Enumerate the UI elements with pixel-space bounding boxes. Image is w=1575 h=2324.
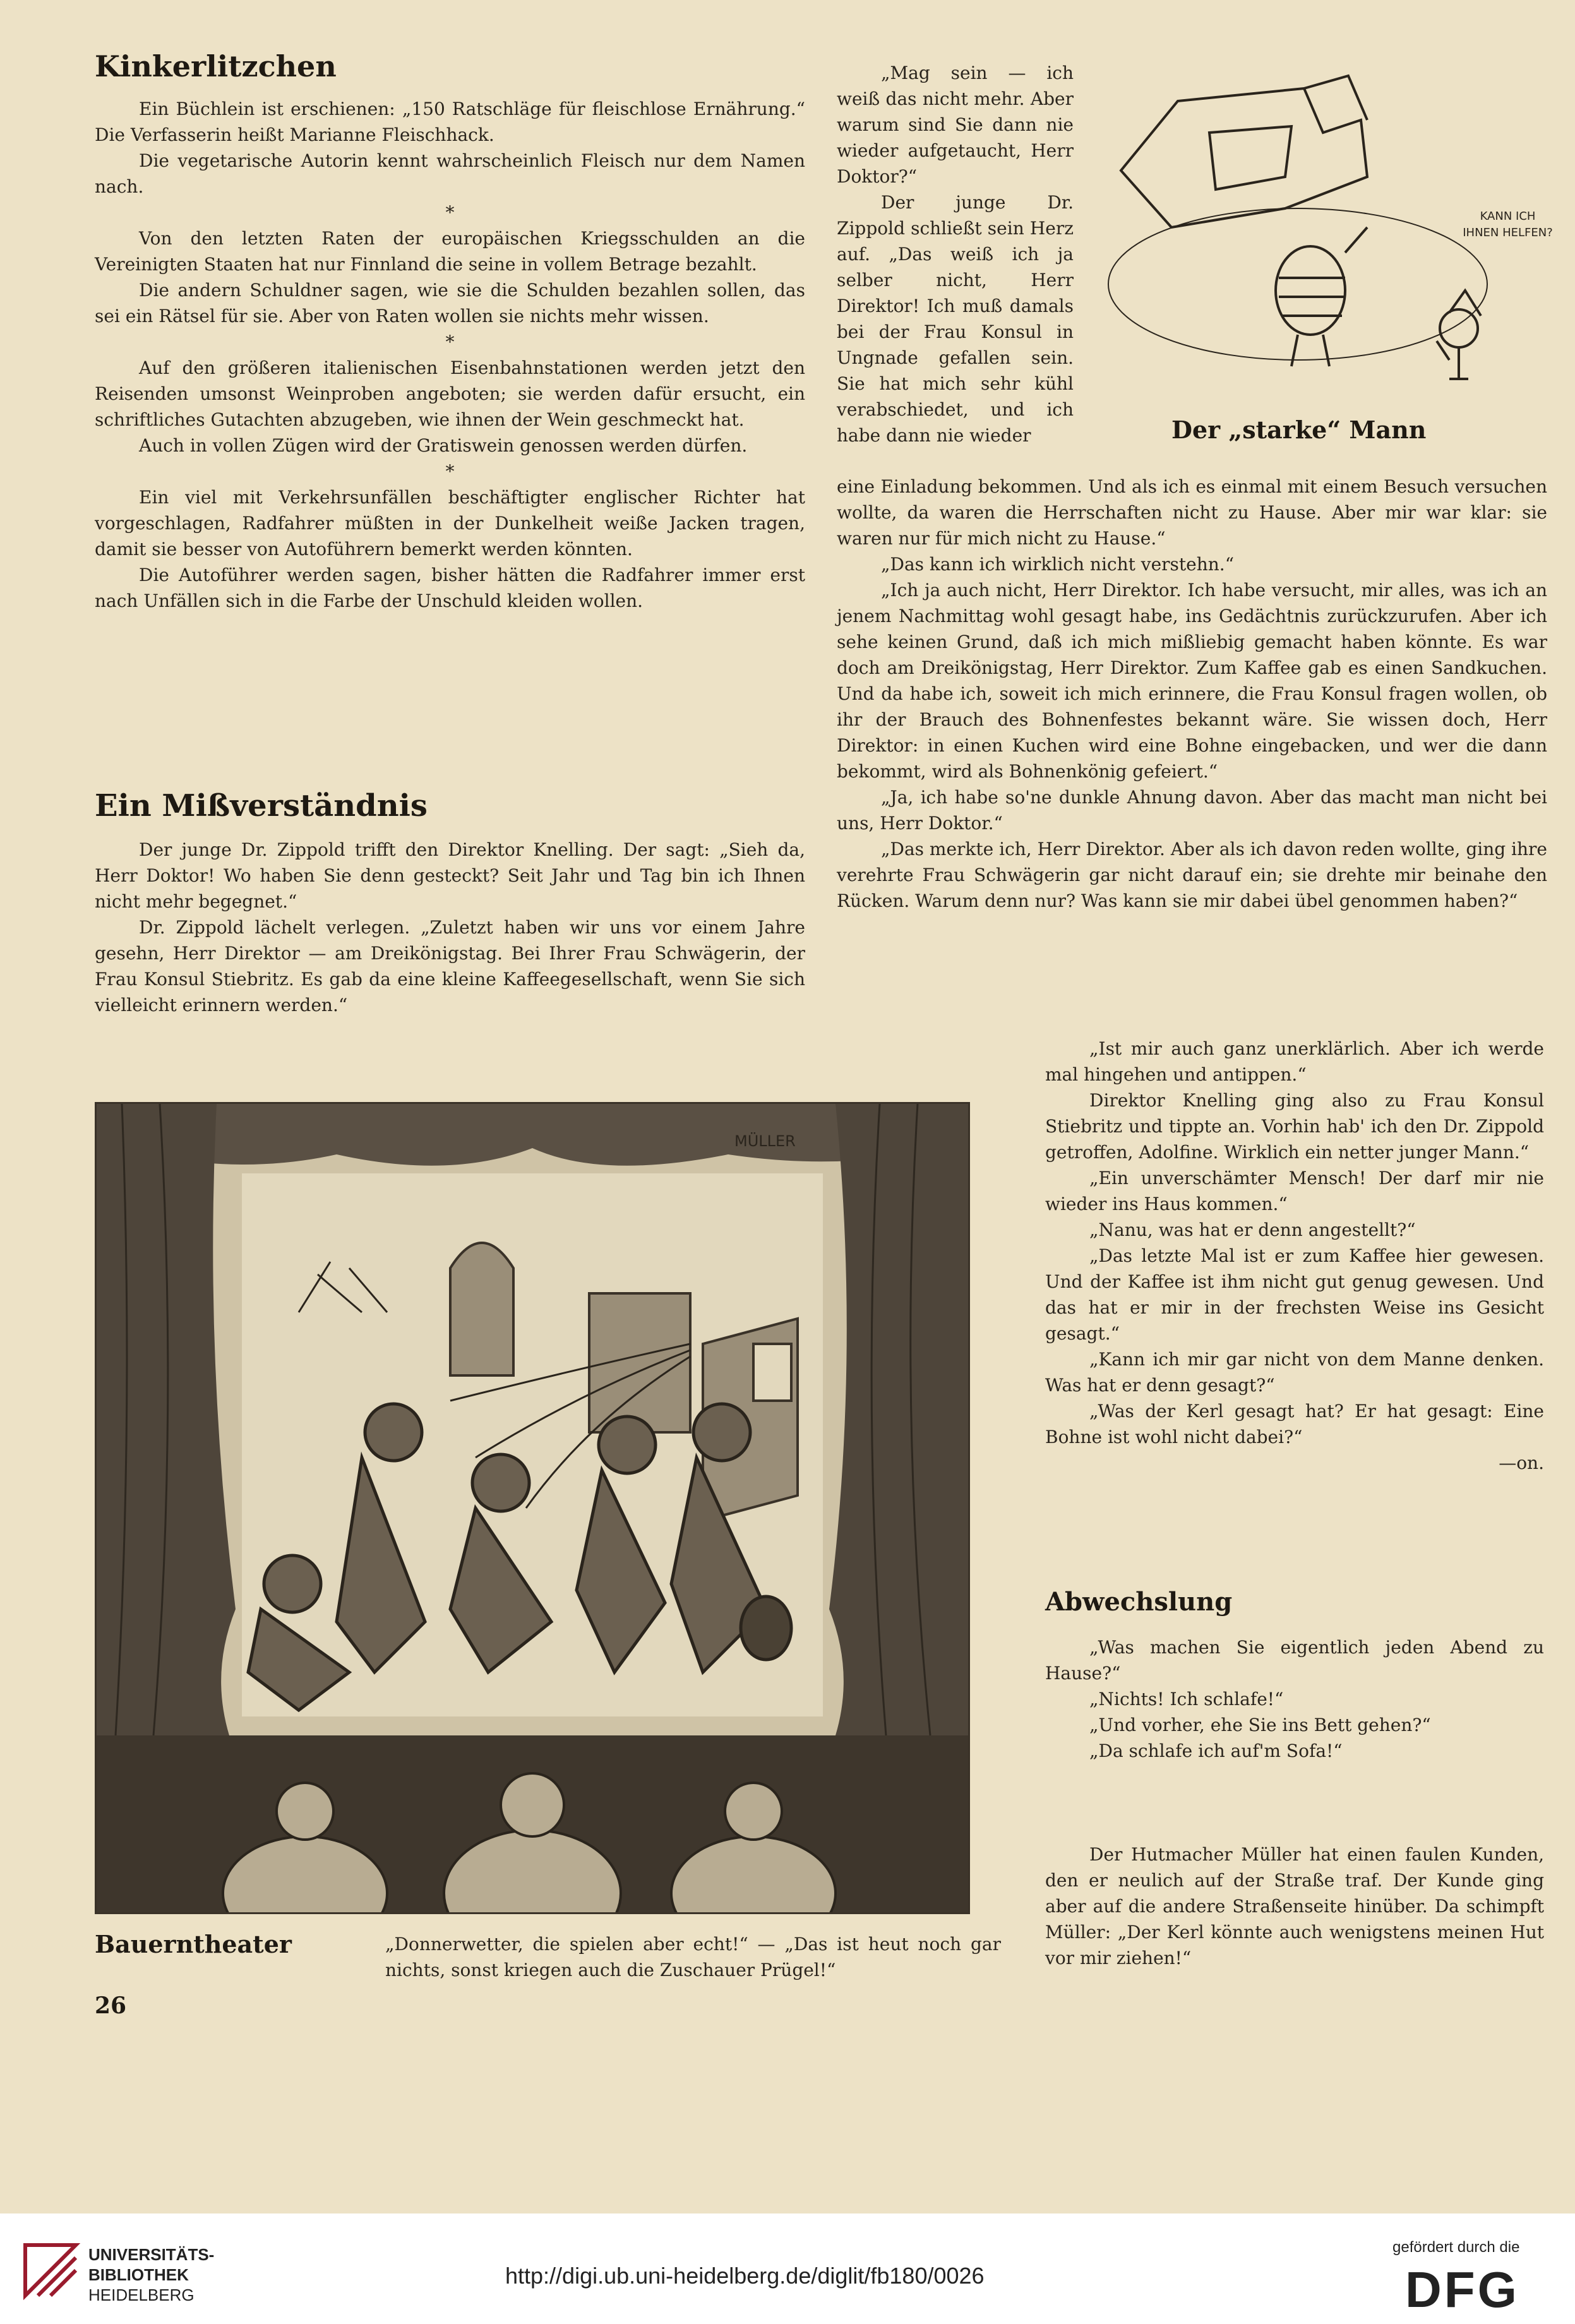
separator-star: * (445, 461, 455, 482)
kinkerlitzchen-para: Ein Büchlein ist erschienen: „150 Ratschläge für fleischlose Ernährung.“ Die Verfasserin heißt Marianne Fleischhack. (95, 99, 805, 145)
kinkerlitzchen-title: Kinkerlitzchen (95, 49, 337, 83)
missverstaendnis-narrow-column (837, 60, 1074, 448)
missverstaendnis-para: „Ist mir auch ganz unerklärlich. Aber ich werde mal hingehen und antippen.“ (1045, 1038, 1544, 1085)
hutmacher-anecdote (1045, 1842, 1544, 1971)
kinkerlitzchen-para: Von den letzten Raten der europäischen Kriegsschulden an die Vereinigten Staaten hat nur Finnland die seine in vollem Betrage bezahlt. (95, 228, 805, 275)
missverstaendnis-para: „Kann ich mir gar nicht von dem Manne denken. Was hat er denn gesagt?“ (1045, 1349, 1544, 1396)
missverstaendnis-para: „Ja, ich habe so'ne dunkle Ahnung davon. Aber das macht man nicht bei uns, Herr Doktor.“ (837, 787, 1547, 834)
author-signature: —on. (1499, 1452, 1544, 1473)
missverstaendnis-title: Ein Mißverständnis (95, 788, 428, 824)
peasant-theater-cartoon (95, 1102, 970, 1914)
abwechslung-line: „Was machen Sie eigentlich jeden Abend zu Hause?“ (1045, 1637, 1544, 1684)
kinkerlitzchen-para: Ein viel mit Verkehrsunfällen beschäftigter englischer Richter hat vorgeschlagen, Radfahrer müßten in der Dunkelheit weiße Jacken tragen, damit sie besser von Autoführern bemerkt werden könnten. (95, 487, 805, 560)
missverstaendnis-para: „Mag sein — ich weiß das nicht mehr. Aber warum sind Sie dann nie wieder aufgetaucht, Herr Doktor?“ (837, 63, 1074, 187)
abwechslung-line: „Und vorher, ehe Sie ins Bett gehen?“ (1089, 1715, 1431, 1735)
strong-man-cartoon (1096, 63, 1557, 404)
separator-star: * (445, 202, 455, 223)
missverstaendnis-para: Dr. Zippold lächelt verlegen. „Zuletzt haben wir uns vor einem Jahre gesehn, Herr Direktor — am Dreikönigstag. Bei Ihrer Frau Schwägerin, der Frau Konsul Stiebritz. Es gab da eine kleine Kaffeegesellschaft, wenn Sie sich vielleicht erinnern werden.“ (95, 917, 805, 1015)
separator-star: * (445, 332, 455, 352)
missverstaendnis-para: „Ich ja auch nicht, Herr Direktor. Ich habe versucht, mir alles, was ich an jenem Nachmittag wohl gesagt habe, ins Gedächtnis zurückzurufen. Aber ich sehe keinen Grund, daß ich mich mißliebig gemacht haben könnte. Es war doch am Dreikönigstag, Herr Direktor. Zum Kaffee gab es einen Sandkuchen. Und da habe ich, soweit ich mich erinnere, die Frau Konsul fragen wollen, ob ihr der Brauch des Bohnenfestes bekannt wäre. Sie wissen doch, Herr Direktor: in einen Kuchen wird eine Bohne eingebacken, und wer die dann bekommt, wird als Bohnenkönig gefeiert.“ (837, 580, 1547, 782)
abwechslung-line: „Da schlafe ich auf'm Sofa!“ (1089, 1740, 1343, 1761)
peasant-theater-caption: „Donnerwetter, die spielen aber echt!“ — „Das ist heut noch gar nichts, sonst kriegen auch die Zuschauer Prügel!“ (385, 1934, 1001, 1980)
strong-man-caption: Der „starke“ Mann (1171, 416, 1427, 444)
kinkerlitzchen-para: Die Autoführer werden sagen, bisher hätten die Radfahrer immer erst nach Unfällen sich in die Farbe der Unschuld kleiden wollen. (95, 565, 805, 611)
kinkerlitzchen-body (95, 96, 805, 614)
kinkerlitzchen-para: Auf den größeren italienischen Eisenbahnstationen werden jetzt den Reisenden umsonst Weinproben angeboten; sie werden dafür ersucht, ein schriftliches Gutachten abzugeben, wie ihnen der Wein geschmeckt hat. (95, 357, 805, 430)
library-footer (0, 2213, 1575, 2324)
page-number: 26 (95, 1992, 127, 2019)
missverstaendnis-continued (837, 474, 1547, 914)
missverstaendnis-para: „Nanu, was hat er denn angestellt?“ (1089, 1219, 1416, 1240)
speech-bubble: KANN ICH IHNEN HELFEN? (1463, 210, 1553, 239)
abwechslung-title: Abwechslung (1045, 1587, 1233, 1617)
abwechslung-body (1045, 1634, 1544, 1764)
abwechslung-line: „Nichts! Ich schlafe!“ (1089, 1689, 1284, 1710)
missverstaendnis-para: „Ein unverschämter Mensch! Der darf mir nie wieder ins Haus kommen.“ (1045, 1168, 1544, 1214)
missverstaendnis-intro (95, 837, 805, 1018)
missverstaendnis-para: Der junge Dr. Zippold trifft den Direktor Knelling. Der sagt: „Sieh da, Herr Doktor! Wo haben Sie denn gesteckt? Seit Jahr und Tag bin ich Ihnen nicht mehr begegnet.“ (95, 839, 805, 912)
document-url-link[interactable]: http://digi.ub.uni-heidelberg.de/diglit/fb180/0026 (505, 2263, 985, 2289)
kinkerlitzchen-para: Die vegetarische Autorin kennt wahrscheinlich Fleisch nur dem Namen nach. (95, 150, 805, 197)
peasant-theater-caption-title: Bauerntheater (95, 1930, 292, 1958)
hutmacher-para: Der Hutmacher Müller hat einen faulen Kunden, den er neulich auf der Straße traf. Der Kunde ging aber auf die andere Straßenseite hinüber. Da schimpft Müller: „Der Kerl könnte auch wenigstens meinen Hut vor mir ziehen!“ (1045, 1844, 1544, 1968)
library-name-line1: UNIVERSITÄTS- (88, 2245, 215, 2264)
missverstaendnis-para: „Das kann ich wirklich nicht verstehn.“ (881, 554, 1235, 575)
missverstaendnis-para: Der junge Dr. Zippold schließt sein Herz auf. „Das weiß ich ja selber nicht, Herr Direktor! Ich muß damals bei der Frau Konsul in Ungnade gefallen sein. Sie hat mich sehr kühl verabschiedet, und ich habe dann nie wieder (837, 192, 1074, 446)
missverstaendnis-para: „Was der Kerl gesagt hat? Er hat gesagt: Eine Bohne ist wohl nicht dabei?“ (1045, 1401, 1544, 1447)
kinkerlitzchen-para: Die andern Schuldner sagen, wie sie die Schulden bezahlen sollen, das sei ein Rätsel für sie. Aber von Raten wollen sie nichts mehr wissen. (95, 280, 805, 326)
dfg-logo: DFG (1405, 2261, 1519, 2318)
peasant-theater-illustration (97, 1104, 968, 1912)
kinkerlitzchen-para: Auch in vollen Zügen wird der Gratiswein genossen werden dürfen. (139, 435, 748, 456)
library-name-line3: HEIDELBERG (88, 2285, 195, 2304)
missverstaendnis-right-narrow (1045, 1036, 1544, 1476)
funding-note: gefördert durch die (1392, 2239, 1520, 2256)
missverstaendnis-para: „Das letzte Mal ist er zum Kaffee hier gewesen. Und der Kaffee ist ihm nicht gut genug gewesen. Und das hat er mir in der frechsten Weise ins Gesicht gesagt.“ (1045, 1245, 1544, 1344)
missverstaendnis-para: eine Einladung bekommen. Und als ich es einmal mit einem Besuch versuchen wollte, da waren die Herrschaften nicht zu Hause. Aber mir war klar: sie waren nur für mich nicht zu Hause.“ (837, 476, 1547, 549)
missverstaendnis-para: „Das merkte ich, Herr Direktor. Aber als ich davon reden wollte, ging ihre verehrte Frau Schwägerin gar nicht darauf ein; sie drehte mir beinahe den Rücken. Warum denn nur? Was kann sie mir dabei übel genommen haben?“ (837, 839, 1547, 911)
library-name-line2: BIBLIOTHEK (88, 2265, 189, 2284)
missverstaendnis-para: Direktor Knelling ging also zu Frau Konsul Stiebritz und tippte an. Vorhin hab' ich den Dr. Zippold getroffen, Adolfine. Wirklich ein netter junger Mann.“ (1045, 1090, 1544, 1163)
library-logo-icon (19, 2239, 82, 2302)
artist-signature: MÜLLER (734, 1132, 796, 1150)
